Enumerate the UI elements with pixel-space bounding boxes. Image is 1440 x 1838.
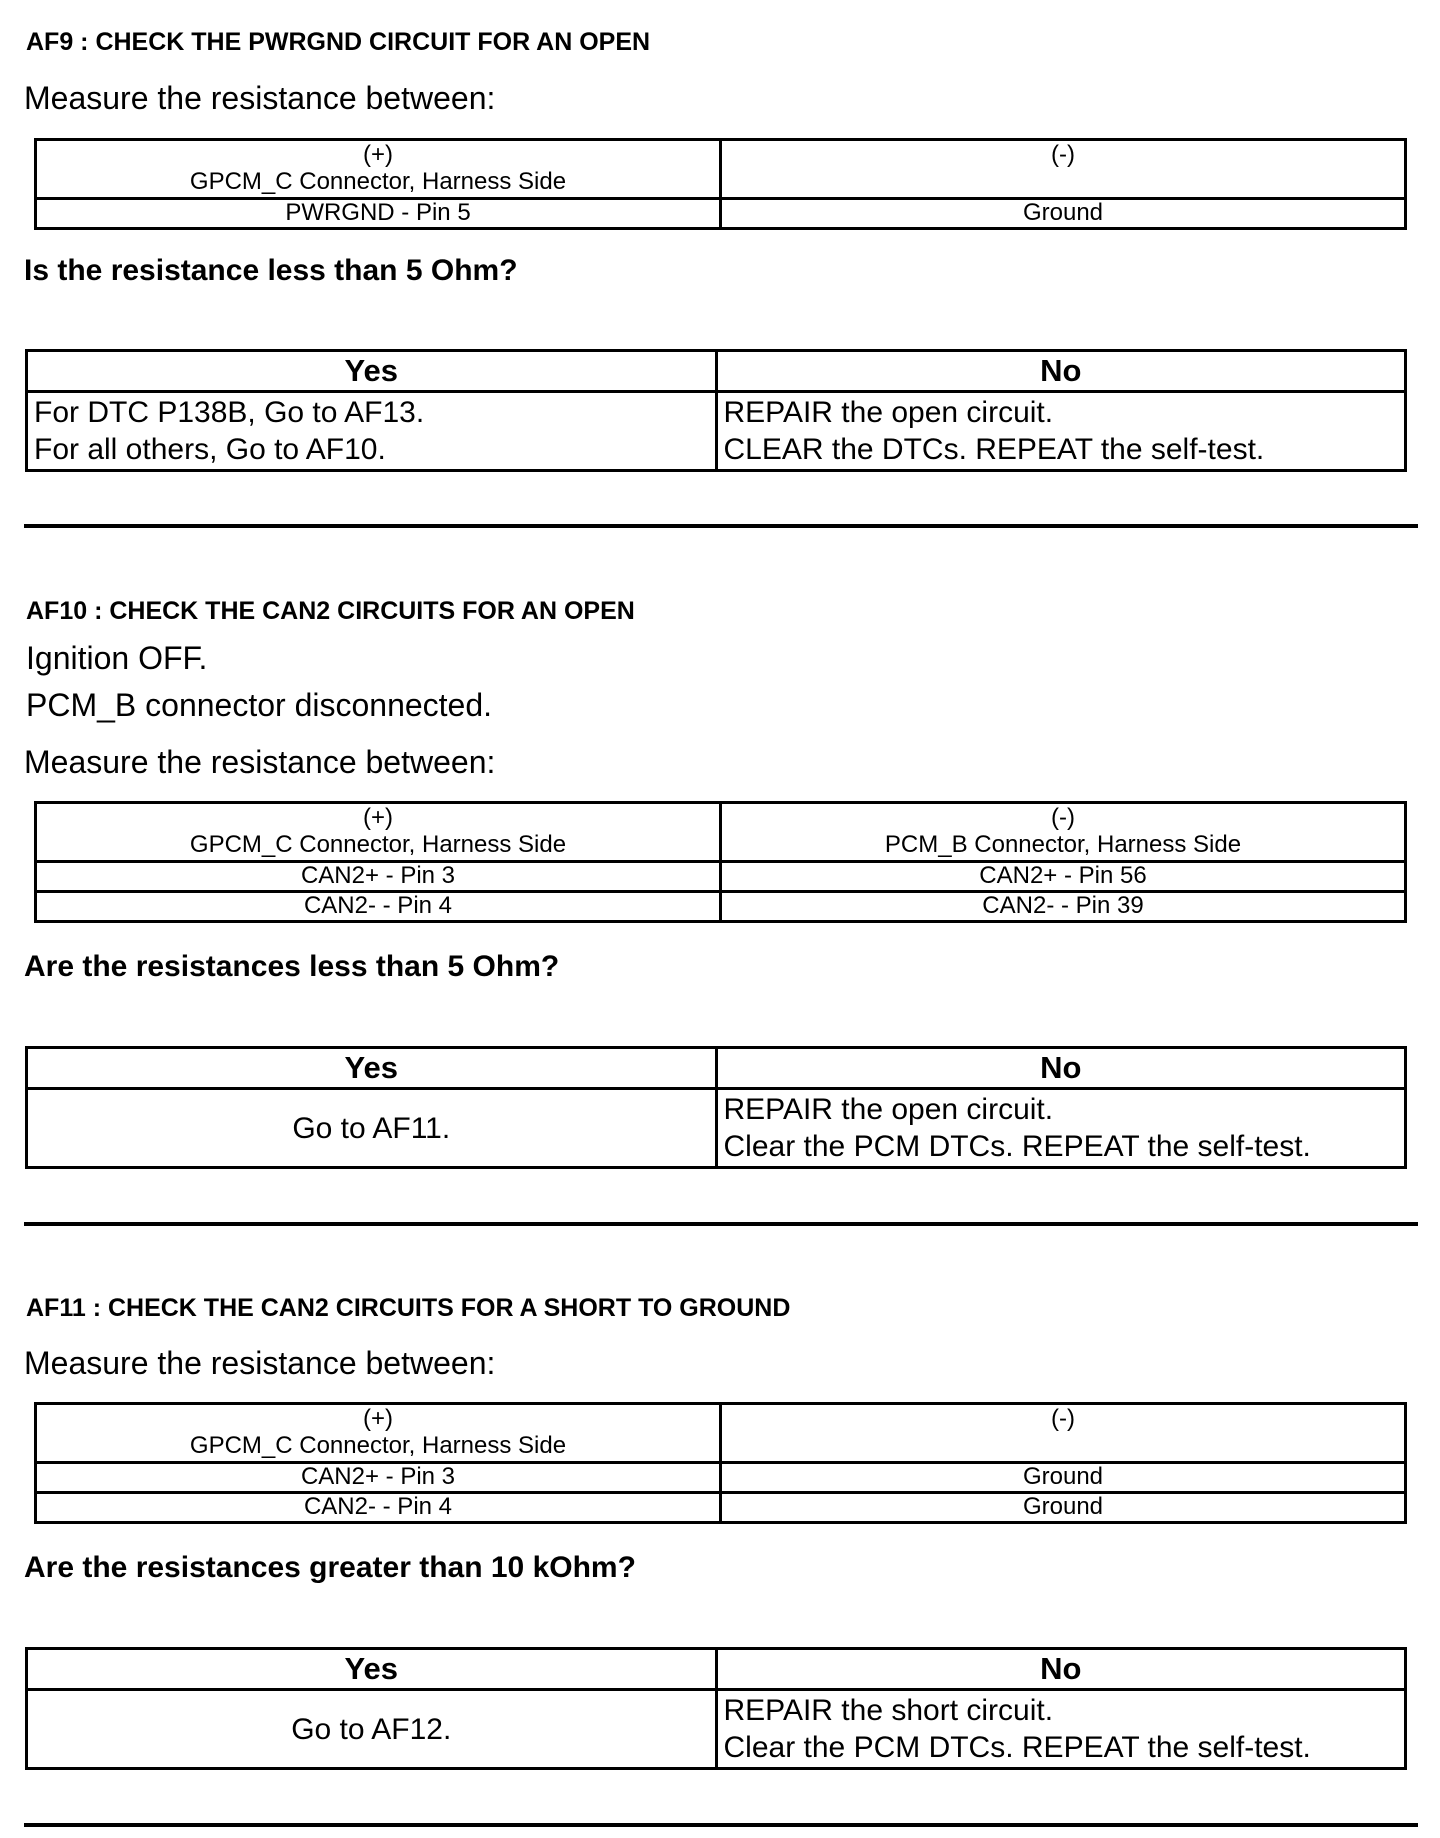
af9-yes-line-1: For DTC P138B, Go to AF13. <box>34 396 425 429</box>
af10-line1: Ignition OFF. <box>26 640 208 676</box>
af10-plus-header: (+) <box>363 804 393 831</box>
af10-question: Are the resistances less than 5 Ohm? <box>24 950 560 983</box>
af11-instruction: Measure the resistance between: <box>24 1345 496 1381</box>
af10-title: AF10 : CHECK THE CAN2 CIRCUITS FOR AN OPEN <box>26 597 635 625</box>
af11-no-line-2: Clear the PCM DTCs. REPEAT the self-test. <box>723 1731 1311 1764</box>
af9-no-header: No <box>716 351 1406 392</box>
af10-no-line-2: Clear the PCM DTCs. REPEAT the self-test. <box>723 1130 1311 1163</box>
af10-row2-plus: CAN2- - Pin 4 <box>36 892 721 922</box>
af10-yes-header: Yes <box>27 1048 717 1089</box>
af10-row2-minus: CAN2- - Pin 39 <box>721 892 1406 922</box>
af9-instruction: Measure the resistance between: <box>24 80 496 116</box>
af9-row1-minus: Ground <box>721 199 1406 229</box>
af9-plus-sub: GPCM_C Connector, Harness Side <box>189 168 567 195</box>
section-divider <box>24 524 1418 528</box>
af11-question: Are the resistances greater than 10 kOhm? <box>24 1551 636 1584</box>
af10-minus-header: (-) <box>1051 804 1075 831</box>
af10-row1-plus: CAN2+ - Pin 3 <box>36 862 721 892</box>
af10-no-header: No <box>716 1048 1406 1089</box>
af10-row1-minus: CAN2+ - Pin 56 <box>721 862 1406 892</box>
af9-yes-header: Yes <box>27 351 717 392</box>
section-divider <box>24 1222 1418 1226</box>
af9-no-line-1: REPAIR the open circuit. <box>723 396 1054 429</box>
af9-minus-header-cell <box>721 140 1406 199</box>
af10-minus-sub: PCM_B Connector, Harness Side <box>884 831 1242 858</box>
af10-yes-cell: Go to AF11. <box>27 1089 717 1168</box>
af11-yes-no-table <box>25 1647 1407 1770</box>
af9-yes-no-table <box>25 349 1407 472</box>
af9-no-cell <box>716 392 1406 471</box>
af10-yes-no-table <box>25 1046 1407 1169</box>
af9-plus-header: (+) <box>363 141 393 168</box>
af10-instruction: Measure the resistance between: <box>24 744 496 780</box>
af11-minus-header-cell <box>721 1404 1406 1463</box>
af11-no-cell <box>716 1690 1406 1769</box>
af11-title: AF11 : CHECK THE CAN2 CIRCUITS FOR A SHORT TO GROUND <box>26 1294 791 1322</box>
af9-yes-cell <box>27 392 717 471</box>
af10-measure-table <box>34 801 1407 923</box>
af11-plus-sub: GPCM_C Connector, Harness Side <box>189 1432 567 1459</box>
table-row <box>36 1493 1406 1523</box>
table-row <box>36 199 1406 229</box>
table-row <box>36 862 1406 892</box>
af11-yes-header: Yes <box>27 1649 717 1690</box>
af9-row1-plus: PWRGND - Pin 5 <box>36 199 721 229</box>
af11-row1-plus: CAN2+ - Pin 3 <box>36 1463 721 1493</box>
af11-minus-header: (-) <box>1051 1405 1075 1432</box>
af9-plus-header-cell <box>36 140 721 199</box>
af9-yes-line-2: For all others, Go to AF10. <box>34 433 386 466</box>
af10-plus-header-cell <box>36 803 721 862</box>
af11-yes-cell: Go to AF12. <box>27 1690 717 1769</box>
af10-line2: PCM_B connector disconnected. <box>26 687 493 723</box>
af11-measure-table <box>34 1402 1407 1524</box>
af10-plus-sub: GPCM_C Connector, Harness Side <box>189 831 567 858</box>
af10-no-line-1: REPAIR the open circuit. <box>723 1093 1054 1126</box>
af10-minus-header-cell <box>721 803 1406 862</box>
af11-row1-minus: Ground <box>721 1463 1406 1493</box>
table-row <box>36 1463 1406 1493</box>
af9-measure-table <box>34 138 1407 230</box>
table-row <box>36 892 1406 922</box>
af11-row2-plus: CAN2- - Pin 4 <box>36 1493 721 1523</box>
af11-no-header: No <box>716 1649 1406 1690</box>
af9-minus-header: (-) <box>1051 141 1075 168</box>
af11-row2-minus: Ground <box>721 1493 1406 1523</box>
af9-title: AF9 : CHECK THE PWRGND CIRCUIT FOR AN OPEN <box>26 28 651 56</box>
af10-no-cell <box>716 1089 1406 1168</box>
section-divider <box>24 1823 1418 1827</box>
af11-no-line-1: REPAIR the short circuit. <box>723 1694 1054 1727</box>
af9-no-line-2: CLEAR the DTCs. REPEAT the self-test. <box>723 433 1265 466</box>
af11-plus-header: (+) <box>363 1405 393 1432</box>
af11-plus-header-cell <box>36 1404 721 1463</box>
af9-question: Is the resistance less than 5 Ohm? <box>24 254 518 287</box>
